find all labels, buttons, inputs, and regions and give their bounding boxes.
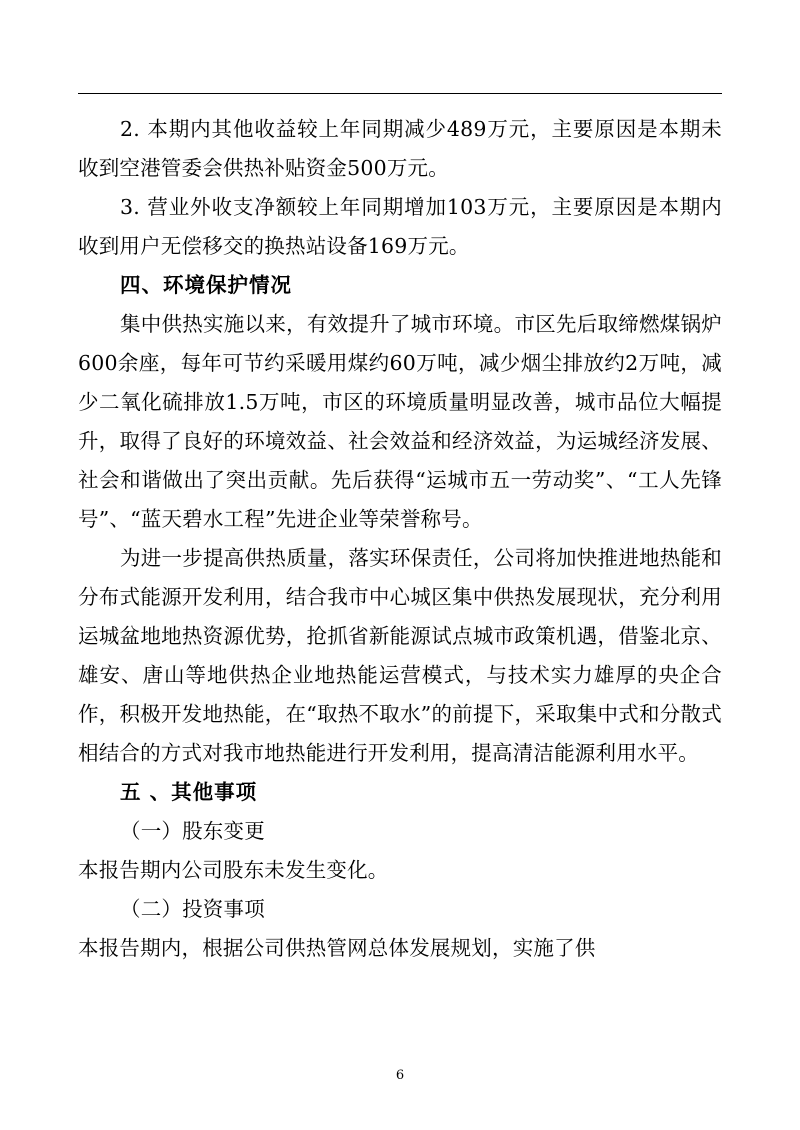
paragraph-environment-plans: 为进一步提高供热质量，落实环保责任，公司将加快推进地热能和分布式能源开发利用，结合我市中心城区集中供热发展现状，充分利用运城盆地地热资源优势，抢抓省新能源试点城市政策机遇，借鉴北京、雄安、唐山等地供热企业地热能运营模式，与技术实力雄厚的央企合作，积极开发地热能，在“取热不取水”的前提下，采取集中式和分散式相结合的方式对我市地热能进行开发利用，提高清洁能源利用水平。 — [78, 546, 722, 765]
page-top-rule — [78, 93, 722, 94]
heading-other-matters: 五 、其他事项 — [120, 780, 258, 804]
heading-environment-protection: 四、环境保护情况 — [120, 273, 292, 297]
paragraph-shareholder-change: 本报告期内公司股东未发生变化。 — [78, 858, 389, 882]
paragraph-environment-achievements: 集中供热实施以来，有效提升了城市环境。市区先后取缔燃煤锅炉600余座，每年可节约采暖用煤约60万吨，减少烟尘排放约2万吨，减少二氧化硫排放1.5万吨，市区的环境质量明显改善，城市品位大幅提升，取得了良好的环境效益、社会效益和经济效益，为运城经济发展、社会和谐做出了突出贡献。先后获得“运城市五一劳动奖”、“工人先锋号”、“蓝天碧水工程”先进企业等荣誉称号。 — [78, 312, 722, 531]
paragraph-non-operating: 3. 营业外收支净额较上年同期增加103万元，主要原因是本期内收到用户无偿移交的换热站设备169万元。 — [78, 195, 722, 258]
subheading-investment-matters: （二）投资事项 — [120, 897, 265, 921]
paragraph-investment-matters: 本报告期内，根据公司供热管网总体发展规划，实施了供 — [78, 936, 596, 960]
paragraph-other-income: 2. 本期内其他收益较上年同期减少489万元，主要原因是本期未收到空港管委会供热补贴资金500万元。 — [78, 117, 722, 180]
document-body — [78, 110, 722, 968]
subheading-shareholder-change: （一）股东变更 — [120, 819, 265, 843]
page-number: 6 — [395, 1068, 405, 1083]
